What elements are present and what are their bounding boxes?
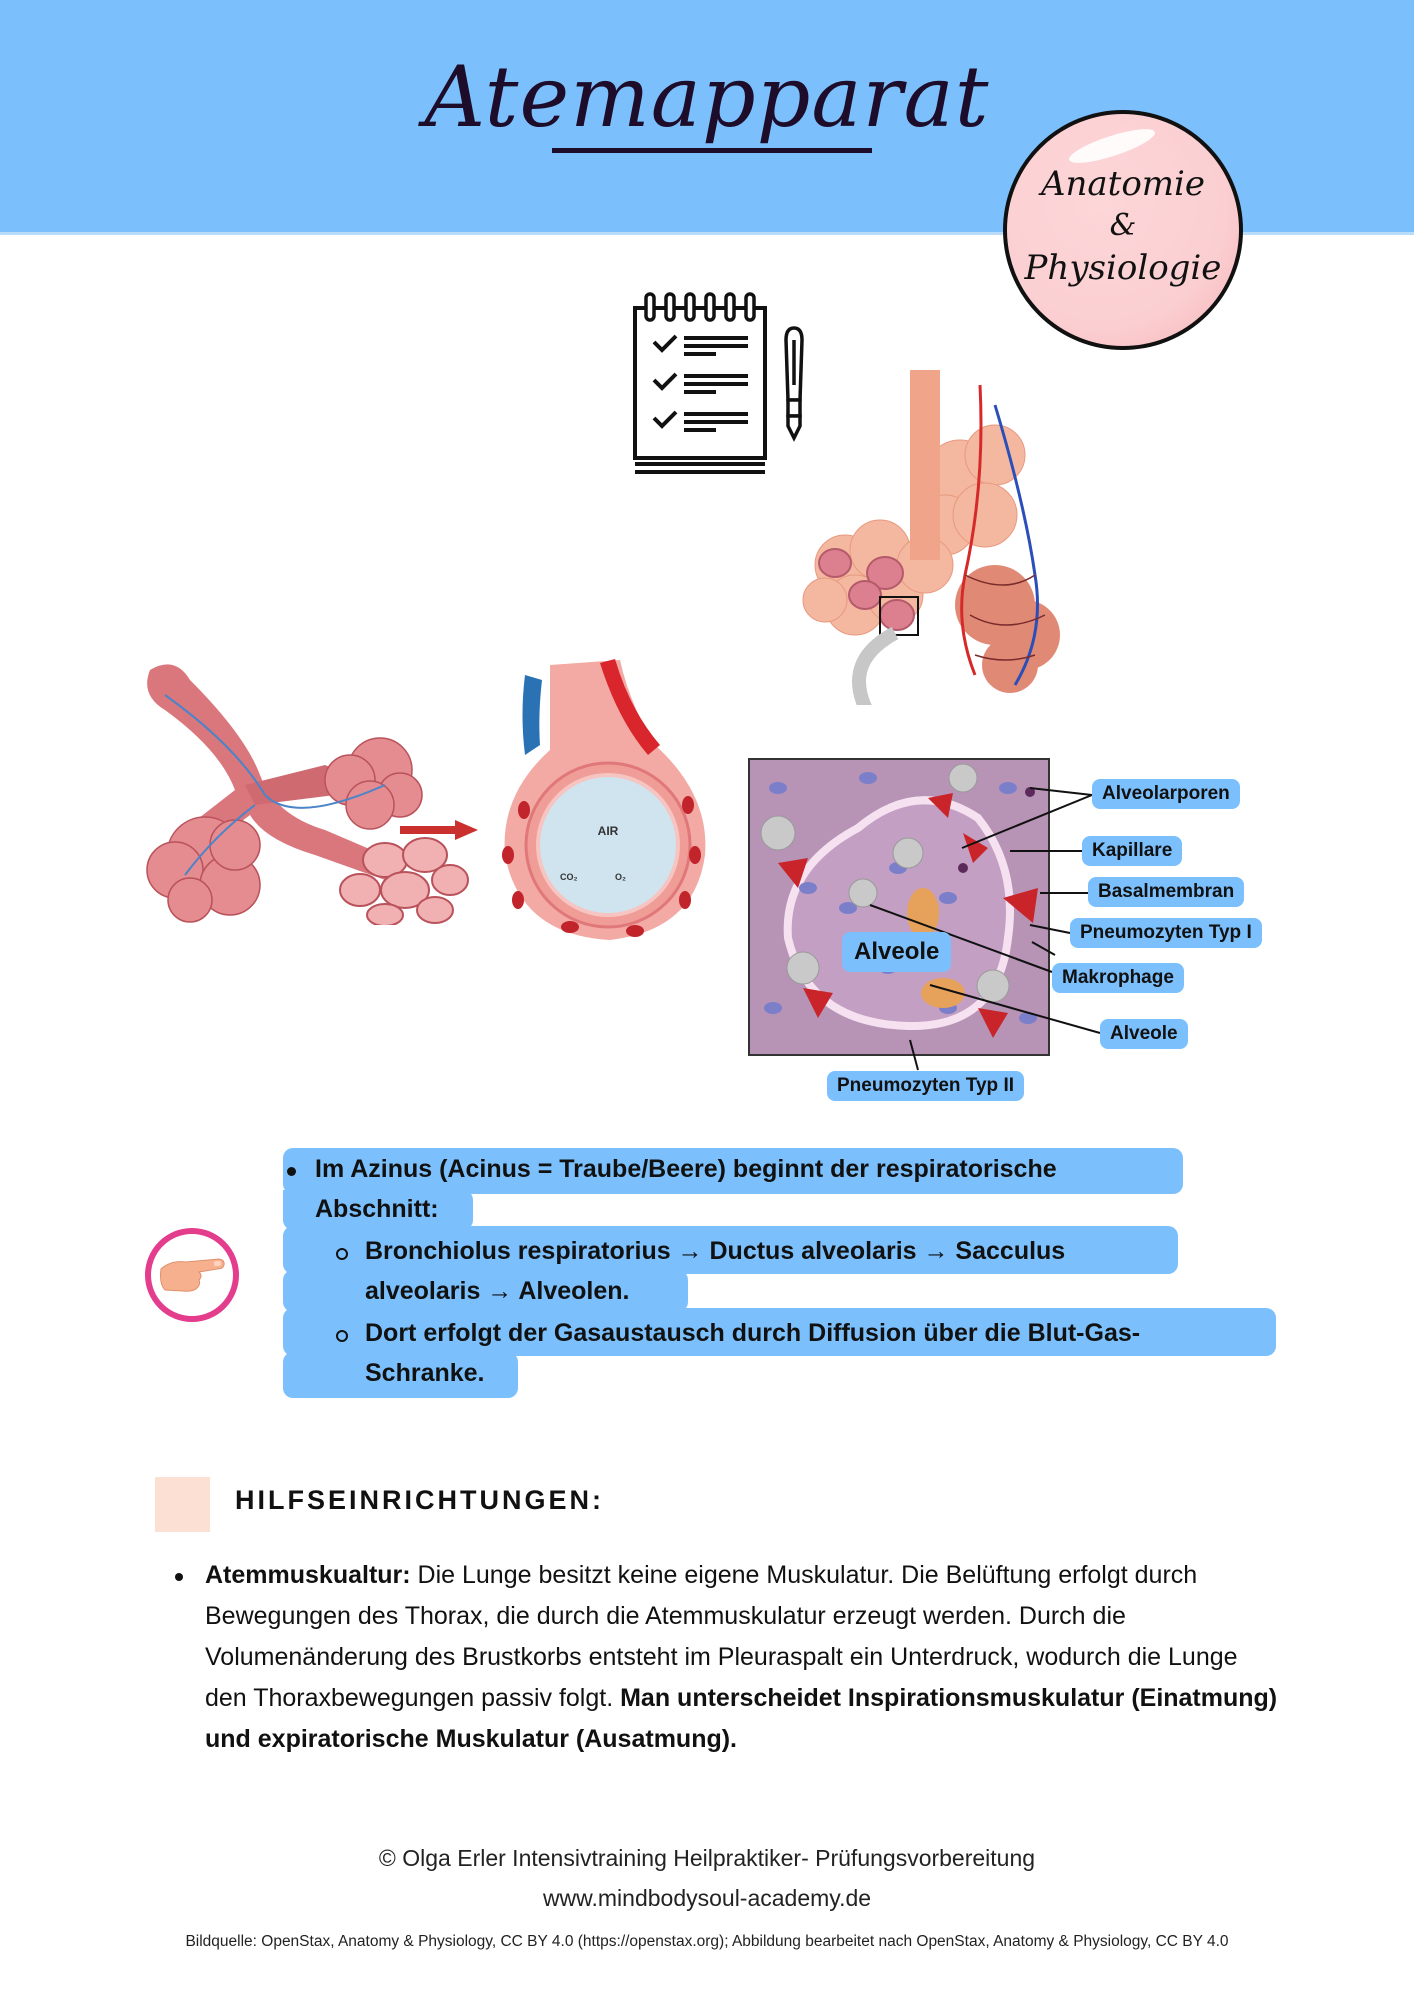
highlight-sub2-line1: Dort erfolgt der Gasaustausch durch Diffusion über die Blut-Gas- xyxy=(365,1319,1141,1347)
section-title: HILFSEINRICHTUNGEN: xyxy=(235,1485,604,1515)
highlight-sub1-line1: Bronchiolus respiratorius → Ductus alveolaris → Sacculus xyxy=(365,1237,1066,1265)
co2-label: CO₂ xyxy=(560,872,578,882)
bullet xyxy=(287,1167,296,1176)
badge-shine xyxy=(1066,123,1158,170)
page-title: Atemapparat xyxy=(424,48,990,146)
alveolus-microscopic-illustration xyxy=(748,758,1050,1056)
highlight-line-1: Im Azinus (Acinus = Traube/Beere) beginnt der respiratorische xyxy=(315,1155,1057,1183)
pointing-hand-icon xyxy=(145,1228,239,1322)
item-text: Die Lunge besitzt keine eigene Muskulatur. Die Belüftung erfolgt durch Bewegungen des Thorax, die durch die Atemmuskulatur erzeugt werden. Durch die Volumenänderung des Brustkorbs entsteht im Pleuraspalt ein Unterdruck, wodurch die Lunge den Thoraxbewegungen passiv folgt. xyxy=(205,1561,1238,1712)
footer-website[interactable]: www.mindbodysoul-academy.de xyxy=(542,1885,872,1911)
title-underline xyxy=(552,148,872,153)
o2-label: O₂ xyxy=(615,872,626,882)
label-pneumozyten-typ-2: Pneumozyten Typ II xyxy=(827,1071,1024,1101)
section-body xyxy=(205,1555,1285,1760)
badge-line-1: Anatomie xyxy=(1040,164,1206,204)
lung-lobule-illustration xyxy=(785,365,1085,705)
alveolus-gas-exchange-illustration xyxy=(480,655,740,955)
label-makrophage: Makrophage xyxy=(1052,963,1184,993)
label-basalmembran: Basalmembran xyxy=(1088,877,1244,907)
bullet xyxy=(175,1573,183,1581)
label-alveole-center: Alveole xyxy=(842,932,951,972)
footer-copyright: © Olga Erler Intensivtraining Heilpraktiker- Prüfungsvorbereitung xyxy=(378,1845,1036,1871)
label-kapillare: Kapillare xyxy=(1082,836,1182,866)
label-alveolarporen: Alveolarporen xyxy=(1092,779,1240,809)
section-marker xyxy=(155,1477,210,1532)
highlight-line-2: Abschnitt: xyxy=(315,1195,439,1223)
highlight-sub2-line2: Schranke. xyxy=(365,1359,485,1387)
bronchiole-acinus-illustration xyxy=(135,655,475,925)
label-alveole: Alveole xyxy=(1100,1019,1188,1049)
sub-bullet xyxy=(336,1330,348,1342)
highlight-sub1-line2: alveolaris → Alveolen. xyxy=(365,1277,630,1305)
checklist-notepad-icon xyxy=(632,290,807,475)
air-label: AIR xyxy=(597,824,619,838)
item-bold-end: Man unterscheidet Inspirationsmuskulatur (Einatmung) und expiratorische Muskulatur (Ausatmung). xyxy=(205,1684,1278,1753)
topic-badge xyxy=(1003,110,1243,350)
sub-bullet xyxy=(336,1248,348,1260)
item-label: Atemmuskualtur: xyxy=(205,1561,411,1589)
footer-image-source: Bildquelle: OpenStax, Anatomy & Physiology, CC BY 4.0 (https://openstax.org); Abbildung bearbeitet nach OpenStax, Anatomy & Physiology, CC BY 4.0 xyxy=(185,1933,1229,1950)
arrow-right-icon xyxy=(400,820,480,840)
badge-line-3: Physiologie xyxy=(1024,248,1222,288)
label-pneumozyten-typ-1: Pneumozyten Typ I xyxy=(1070,918,1262,948)
badge-line-2: & xyxy=(1109,208,1137,243)
